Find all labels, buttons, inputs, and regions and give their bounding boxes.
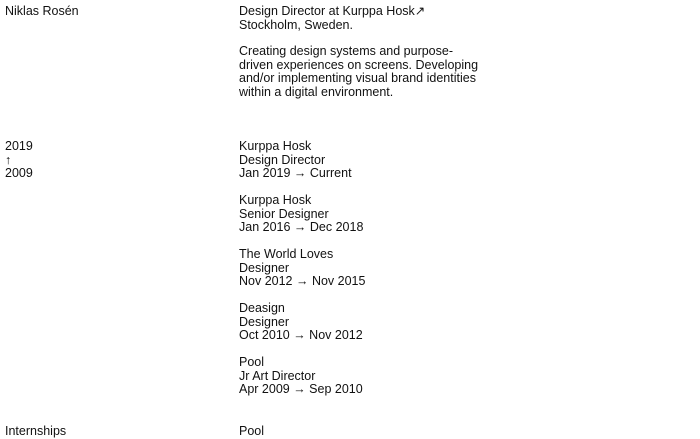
job-period: Jan 2016 → Dec 2018 bbox=[239, 220, 364, 234]
year-start: 2009 bbox=[5, 166, 33, 180]
job-entry bbox=[239, 302, 479, 343]
job-period: Apr 2009 → Sep 2010 bbox=[239, 382, 363, 396]
job-company: Pool bbox=[239, 355, 265, 369]
job-entry bbox=[239, 194, 479, 235]
up-arrow-icon: ↑ bbox=[5, 152, 12, 167]
job-title-prefix: Design Director at bbox=[239, 4, 343, 18]
job-period: Oct 2010 → Nov 2012 bbox=[239, 328, 363, 342]
bio-description: Creating design systems and purpose-driven experiences on screens. Developing and/or implementing visual brand identities within a digital environment. bbox=[239, 44, 479, 99]
job-entry bbox=[239, 356, 479, 397]
job-company: Kurppa Hosk bbox=[239, 139, 312, 153]
intro-section bbox=[239, 5, 479, 99]
job-role: Designer bbox=[239, 260, 290, 275]
job-period: Nov 2012 → Nov 2015 bbox=[239, 274, 366, 288]
job-role: Senior Designer bbox=[239, 206, 329, 221]
person-name: Niklas Rosén bbox=[5, 4, 79, 18]
internship-company: Pool bbox=[239, 424, 265, 438]
location: Stockholm, Sweden. bbox=[239, 17, 353, 32]
experience-list bbox=[239, 140, 479, 410]
external-link-icon: ↗ bbox=[414, 4, 426, 18]
job-period: Jan 2019 → Current bbox=[239, 166, 352, 180]
internships-heading: Internships bbox=[5, 424, 67, 438]
experience-years bbox=[5, 140, 33, 181]
job-title-line bbox=[239, 5, 479, 19]
year-end: 2019 bbox=[5, 139, 33, 153]
job-entry bbox=[239, 248, 479, 289]
company-link[interactable] bbox=[343, 4, 426, 18]
company-link-label: Kurppa Hosk bbox=[342, 4, 415, 18]
job-company: Kurppa Hosk bbox=[239, 193, 312, 207]
job-role: Designer bbox=[239, 314, 290, 329]
job-company: The World Loves bbox=[239, 247, 334, 261]
job-company: Deasign bbox=[239, 301, 285, 315]
job-entry bbox=[239, 140, 479, 181]
job-role: Design Director bbox=[239, 152, 326, 167]
job-role: Jr Art Director bbox=[239, 368, 316, 383]
